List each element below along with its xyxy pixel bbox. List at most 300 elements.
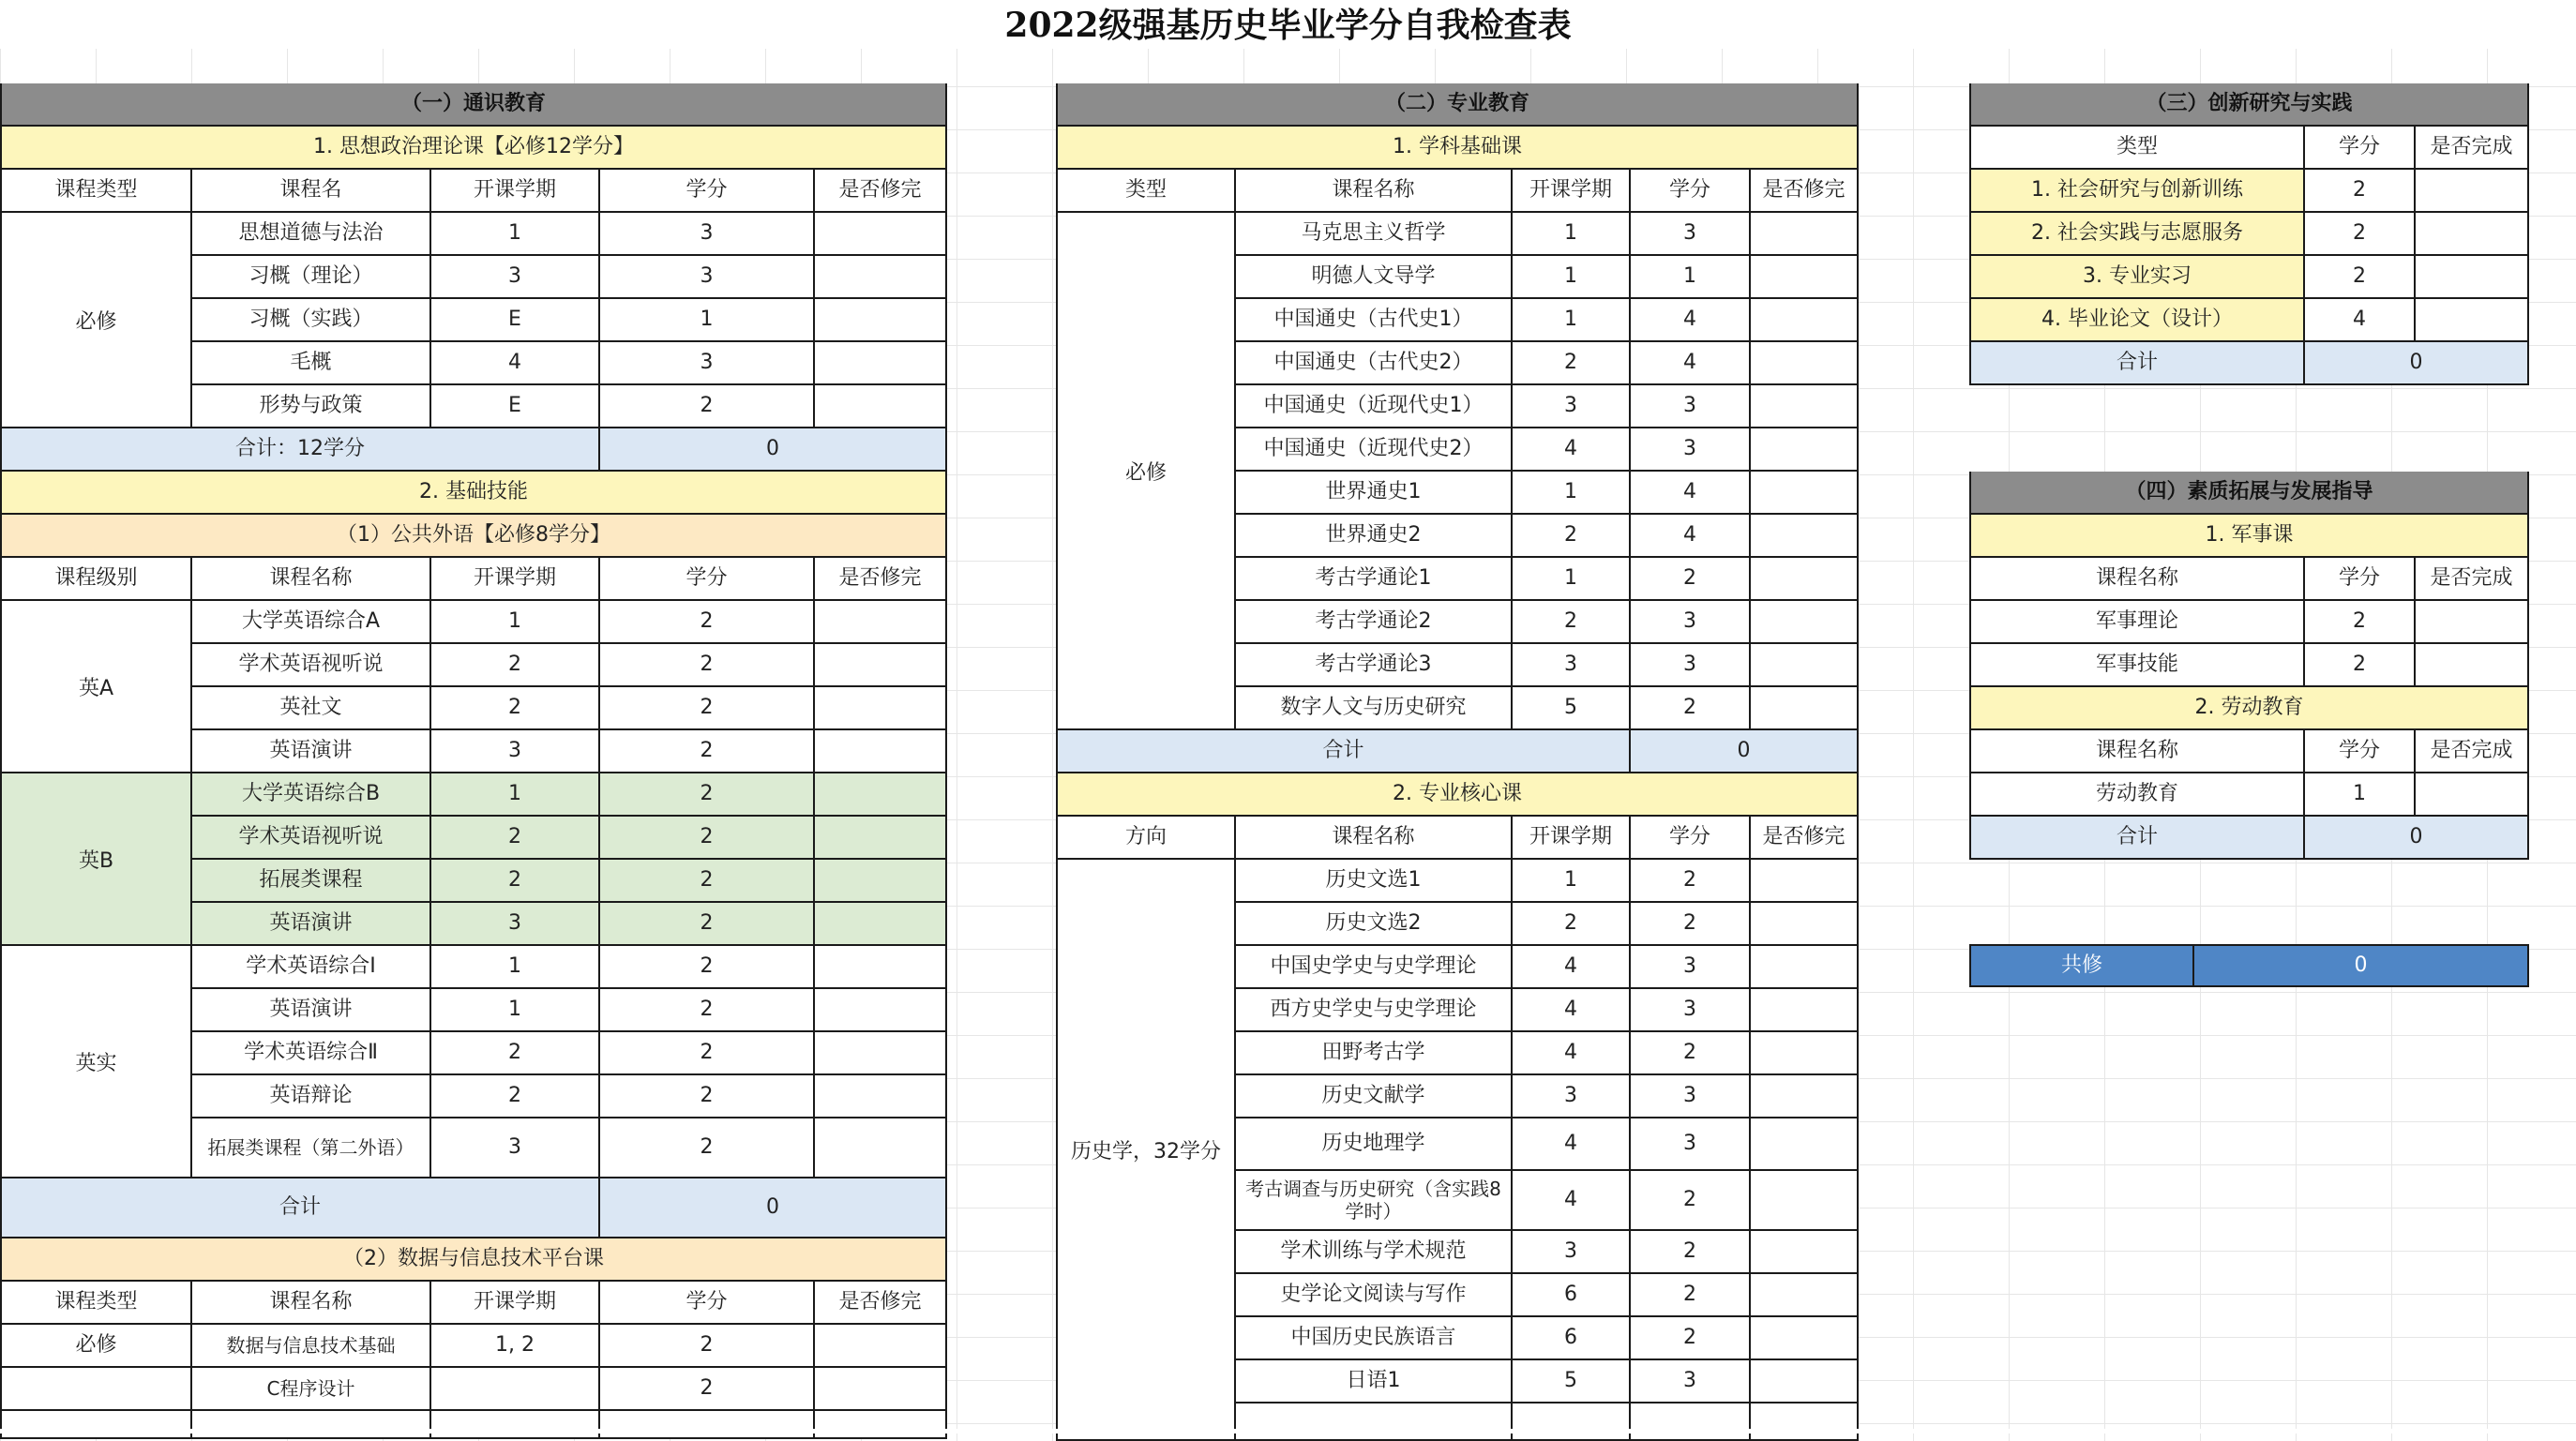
column-header: 课程级别 — [0, 558, 192, 601]
completion-cell[interactable] — [1751, 687, 1859, 730]
table-row — [0, 1368, 947, 1411]
column-header: 课程名称 — [1969, 730, 2305, 773]
table-cell: 1 — [431, 989, 600, 1032]
table-row — [1969, 472, 2529, 515]
table-cell: 考古学通论1 — [1236, 558, 1513, 601]
table-cell: 2 — [600, 903, 815, 946]
table-cell: 中国历史民族语言 — [1236, 1317, 1513, 1360]
column-header: 课程名 — [192, 170, 431, 213]
table-cell: 4 — [2305, 299, 2416, 342]
column-header: 是否修完 — [815, 1282, 947, 1325]
column-header: 课程名称 — [1236, 817, 1513, 860]
table-row — [0, 472, 947, 515]
section-header: （四）素质拓展与发展指导 — [1969, 472, 2529, 515]
table-cell — [815, 1411, 947, 1439]
completion-cell[interactable] — [2416, 644, 2529, 687]
completion-cell[interactable] — [1751, 428, 1859, 472]
completion-cell[interactable] — [1751, 385, 1859, 428]
table-cell: 3 — [1513, 1075, 1631, 1118]
section-general-education — [0, 83, 947, 1439]
completion-cell[interactable] — [1751, 342, 1859, 385]
completion-cell[interactable] — [1751, 256, 1859, 299]
table-cell: E — [431, 385, 600, 428]
group-label: 历史学，32学分 — [1056, 860, 1236, 1441]
table-cell: 考古调查与历史研究（含实践8学时） — [1236, 1171, 1513, 1231]
table-cell: 3 — [1513, 1231, 1631, 1274]
completion-cell[interactable] — [2416, 299, 2529, 342]
table-row — [1969, 213, 2529, 256]
table-cell: 3 — [1631, 428, 1751, 472]
table-cell: 6 — [1513, 1274, 1631, 1317]
table-cell: 2 — [1631, 1231, 1751, 1274]
table-cell: 学术英语视听说 — [192, 644, 431, 687]
table-cell: 3 — [431, 730, 600, 773]
table-cell: 英语演讲 — [192, 730, 431, 773]
table-cell: 英社文 — [192, 687, 431, 730]
table-cell: 2 — [1631, 558, 1751, 601]
completion-cell[interactable] — [815, 860, 947, 903]
subsection-title: 2. 基础技能 — [0, 472, 947, 515]
table-row — [1969, 687, 2529, 730]
column-header: 课程类型 — [0, 170, 192, 213]
section-quality-development — [1969, 472, 2529, 860]
table-row — [1056, 127, 1859, 170]
completion-cell[interactable] — [1751, 213, 1859, 256]
table-cell: 英语辩论 — [192, 1075, 431, 1118]
table-cell: 3 — [1513, 644, 1631, 687]
table-cell: 3. 专业实习 — [1969, 256, 2305, 299]
table-cell: 日语1 — [1236, 1360, 1513, 1403]
completion-cell[interactable] — [2416, 773, 2529, 817]
total-value: 0 — [1631, 730, 1859, 773]
table-cell: 学术英语视听说 — [192, 817, 431, 860]
table-cell: 2 — [1631, 903, 1751, 946]
table-cell: 2 — [600, 644, 815, 687]
completion-cell[interactable] — [1751, 299, 1859, 342]
completion-cell[interactable] — [815, 730, 947, 773]
table-cell: 4. 毕业论文（设计） — [1969, 299, 2305, 342]
table-cell: 3 — [600, 256, 815, 299]
table-cell: 3 — [1631, 1118, 1751, 1171]
table-cell: 2 — [600, 817, 815, 860]
table-cell: 2 — [600, 946, 815, 989]
completion-cell[interactable] — [815, 817, 947, 860]
group-label: 必修 — [1056, 213, 1236, 730]
section-header: （三）创新研究与实践 — [1969, 83, 2529, 127]
column-header: 课程名称 — [192, 1282, 431, 1325]
group-label: 英A — [0, 601, 192, 773]
table-cell: 习概（实践） — [192, 299, 431, 342]
table-cell: 2 — [600, 989, 815, 1032]
table-cell: 英语演讲 — [192, 989, 431, 1032]
completion-cell[interactable] — [815, 1032, 947, 1075]
table-cell: 2 — [600, 730, 815, 773]
table-cell: 3 — [600, 213, 815, 256]
table-cell: 1 — [431, 946, 600, 989]
table-cell: 田野考古学 — [1236, 1032, 1513, 1075]
completion-cell[interactable] — [2416, 213, 2529, 256]
table-cell: 2 — [431, 860, 600, 903]
section-professional-education — [1056, 83, 1859, 1441]
table-cell: 3 — [1631, 946, 1751, 989]
table-row — [0, 515, 947, 558]
table-cell: 1 — [600, 299, 815, 342]
table-row — [1969, 601, 2529, 644]
table-row — [1969, 127, 2529, 170]
total-value: 0 — [600, 428, 947, 472]
table-cell: 2 — [431, 1075, 600, 1118]
column-header: 是否完成 — [2416, 730, 2529, 773]
completion-cell[interactable] — [815, 946, 947, 989]
group-label: 英实 — [0, 946, 192, 1178]
table-cell: 1 — [1513, 213, 1631, 256]
column-header: 类型 — [1056, 170, 1236, 213]
table-cell: 数据与信息技术基础 — [192, 1325, 431, 1368]
table-cell: 1 — [1631, 256, 1751, 299]
subsection-title: 2. 专业核心课 — [1056, 773, 1859, 817]
table-cell: 4 — [1513, 989, 1631, 1032]
table-cell: 劳动教育 — [1969, 773, 2305, 817]
completion-cell[interactable] — [1751, 1032, 1859, 1075]
table-row — [1969, 558, 2529, 601]
table-row — [1969, 817, 2529, 860]
column-header: 是否修完 — [815, 170, 947, 213]
table-cell: 2 — [431, 817, 600, 860]
table-cell: 中国史学史与史学理论 — [1236, 946, 1513, 989]
column-header: 方向 — [1056, 817, 1236, 860]
table-cell: 2 — [1631, 687, 1751, 730]
table-row — [0, 170, 947, 213]
completion-cell[interactable] — [1751, 1360, 1859, 1403]
subsection-title: （2）数据与信息技术平台课 — [0, 1238, 947, 1282]
column-header: 课程名称 — [192, 558, 431, 601]
table-row — [1969, 515, 2529, 558]
grand-total-value: 0 — [2194, 944, 2529, 987]
column-header: 课程名称 — [1969, 558, 2305, 601]
column-header: 学分 — [600, 558, 815, 601]
completion-cell[interactable] — [1751, 946, 1859, 989]
table-cell: 2 — [600, 1118, 815, 1178]
completion-cell[interactable] — [815, 687, 947, 730]
table-cell: 4 — [1513, 428, 1631, 472]
table-cell — [192, 1411, 431, 1439]
table-cell: 2 — [1513, 515, 1631, 558]
table-cell — [1236, 1403, 1513, 1441]
completion-cell[interactable] — [815, 1075, 947, 1118]
completion-cell[interactable] — [815, 773, 947, 817]
completion-cell[interactable] — [2416, 601, 2529, 644]
table-cell: 2 — [600, 1075, 815, 1118]
table-cell: E — [431, 299, 600, 342]
table-cell: 2 — [600, 1368, 815, 1411]
table-cell: 历史文献学 — [1236, 1075, 1513, 1118]
table-cell: 世界通史2 — [1236, 515, 1513, 558]
table-cell: 大学英语综合B — [192, 773, 431, 817]
table-cell: 3 — [1631, 989, 1751, 1032]
table-cell — [1631, 1403, 1751, 1441]
table-cell: 史学论文阅读与写作 — [1236, 1274, 1513, 1317]
table-row — [1056, 83, 1859, 127]
column-header: 开课学期 — [1513, 817, 1631, 860]
table-cell: 4 — [1631, 299, 1751, 342]
table-cell: 4 — [1631, 342, 1751, 385]
completion-cell[interactable] — [1751, 903, 1859, 946]
group-label: 英B — [0, 773, 192, 946]
table-cell — [600, 1411, 815, 1439]
table-cell: 3 — [1631, 644, 1751, 687]
table-cell: 2 — [2305, 601, 2416, 644]
table-cell: 3 — [1631, 385, 1751, 428]
completion-cell[interactable] — [815, 903, 947, 946]
table-cell: 1 — [1513, 860, 1631, 903]
completion-cell[interactable] — [1751, 1075, 1859, 1118]
table-row — [0, 1178, 947, 1238]
table-row — [1056, 773, 1859, 817]
table-cell: 中国通史（近现代史2） — [1236, 428, 1513, 472]
table-cell: 4 — [1631, 472, 1751, 515]
table-cell: 2. 社会实践与志愿服务 — [1969, 213, 2305, 256]
total-label: 合计 — [1969, 342, 2305, 385]
column-header: 学分 — [2305, 730, 2416, 773]
table-row — [1056, 730, 1859, 773]
table-cell: 3 — [431, 1118, 600, 1178]
completion-cell[interactable] — [1751, 601, 1859, 644]
table-cell: 1 — [1513, 256, 1631, 299]
table-cell: 4 — [431, 342, 600, 385]
table-cell: 2 — [1631, 1317, 1751, 1360]
table-cell: 4 — [1513, 1118, 1631, 1171]
section-header: （一）通识教育 — [0, 83, 947, 127]
table-cell: 2 — [1513, 342, 1631, 385]
table-row — [1969, 773, 2529, 817]
completion-cell[interactable] — [815, 989, 947, 1032]
table-cell: 中国通史（近现代史1） — [1236, 385, 1513, 428]
table-cell: 2 — [600, 601, 815, 644]
table-row — [1969, 256, 2529, 299]
table-cell: 3 — [1631, 1360, 1751, 1403]
table-cell: 历史文选2 — [1236, 903, 1513, 946]
column-header: 开课学期 — [431, 1282, 600, 1325]
table-cell: 习概（理论） — [192, 256, 431, 299]
sheet-title: 2022级强基历史毕业学分自我检查表 — [0, 0, 2576, 49]
completion-cell[interactable] — [815, 1118, 947, 1178]
table-cell — [431, 1411, 600, 1439]
table-cell: 2 — [1631, 860, 1751, 903]
completion-cell[interactable] — [1751, 1317, 1859, 1360]
table-cell: 4 — [1513, 946, 1631, 989]
table-cell: 学术英语综合Ⅰ — [192, 946, 431, 989]
column-header: 课程名称 — [1236, 170, 1513, 213]
table-cell: 数字人文与历史研究 — [1236, 687, 1513, 730]
table-row — [0, 558, 947, 601]
table-cell: 1 — [431, 773, 600, 817]
table-cell: 军事技能 — [1969, 644, 2305, 687]
column-header: 学分 — [2305, 558, 2416, 601]
table-cell: 2 — [600, 773, 815, 817]
table-cell: 1 — [431, 601, 600, 644]
completion-cell[interactable] — [1751, 1274, 1859, 1317]
table-row — [1969, 170, 2529, 213]
table-row — [0, 1282, 947, 1325]
table-cell: 1, 2 — [431, 1325, 600, 1368]
subsection-title: 2. 劳动教育 — [1969, 687, 2529, 730]
section-innovation-practice — [1969, 83, 2529, 385]
column-header: 是否修完 — [1751, 170, 1859, 213]
table-cell: 3 — [431, 903, 600, 946]
table-cell: 拓展类课程（第二外语） — [192, 1118, 431, 1178]
table-cell — [431, 1368, 600, 1411]
column-header: 学分 — [1631, 170, 1751, 213]
table-cell: 世界通史1 — [1236, 472, 1513, 515]
table-cell: 4 — [1513, 1171, 1631, 1231]
completion-cell[interactable] — [1751, 1171, 1859, 1231]
table-cell: 明德人文导学 — [1236, 256, 1513, 299]
table-cell: 2 — [1513, 601, 1631, 644]
viewport-bottom-edge — [0, 1429, 2576, 1433]
subsection-title: 1. 军事课 — [1969, 515, 2529, 558]
table-cell: 2 — [1631, 1274, 1751, 1317]
table-cell: 马克思主义哲学 — [1236, 213, 1513, 256]
table-cell: 1. 社会研究与创新训练 — [1969, 170, 2305, 213]
table-cell: 历史地理学 — [1236, 1118, 1513, 1171]
table-cell: 4 — [1631, 515, 1751, 558]
table-row — [0, 83, 947, 127]
section-grand-total — [1969, 944, 2529, 987]
column-header: 学分 — [600, 1282, 815, 1325]
table-cell: 2 — [2305, 644, 2416, 687]
table-row — [1969, 83, 2529, 127]
table-cell: 2 — [2305, 213, 2416, 256]
column-header: 是否修完 — [815, 558, 947, 601]
table-cell — [1513, 1403, 1631, 1441]
column-header: 开课学期 — [1513, 170, 1631, 213]
table-cell: 1 — [2305, 773, 2416, 817]
table-row — [0, 1238, 947, 1282]
table-cell: 1 — [1513, 472, 1631, 515]
table-cell: 学术训练与学术规范 — [1236, 1231, 1513, 1274]
group-label: 必修 — [0, 213, 192, 428]
completion-cell[interactable] — [1751, 860, 1859, 903]
grand-total-label: 共修 — [1969, 944, 2194, 987]
table-cell: 考古学通论3 — [1236, 644, 1513, 687]
table-cell: 2 — [600, 860, 815, 903]
subsection-title: 1. 思想政治理论课【必修12学分】 — [0, 127, 947, 170]
completion-cell[interactable] — [1751, 1118, 1859, 1171]
table-cell: 4 — [1513, 1032, 1631, 1075]
table-cell: 中国通史（古代史1） — [1236, 299, 1513, 342]
table-row — [0, 127, 947, 170]
table-cell: 2 — [431, 1032, 600, 1075]
completion-cell[interactable] — [815, 1325, 947, 1368]
table-row — [0, 428, 947, 472]
table-cell: 历史文选1 — [1236, 860, 1513, 903]
subsection-title: （1）公共外语【必修8学分】 — [0, 515, 947, 558]
table-cell: 考古学通论2 — [1236, 601, 1513, 644]
table-cell: 1 — [1513, 558, 1631, 601]
table-cell: 3 — [1631, 213, 1751, 256]
completion-cell[interactable] — [815, 601, 947, 644]
column-header: 是否完成 — [2416, 558, 2529, 601]
table-cell: 军事理论 — [1969, 601, 2305, 644]
table-row — [1969, 299, 2529, 342]
group-cell — [0, 1368, 192, 1411]
table-cell: 2 — [431, 644, 600, 687]
column-header: 类型 — [1969, 127, 2305, 170]
total-value: 0 — [2305, 342, 2529, 385]
completion-cell[interactable] — [1751, 515, 1859, 558]
completion-cell[interactable] — [815, 644, 947, 687]
column-header: 是否完成 — [2416, 127, 2529, 170]
total-value: 0 — [600, 1178, 947, 1238]
group-cell: 必修 — [0, 1325, 192, 1368]
table-cell: C程序设计 — [192, 1368, 431, 1411]
table-row — [0, 1325, 947, 1368]
table-cell: 2 — [1631, 1032, 1751, 1075]
table-cell: 2 — [431, 687, 600, 730]
total-label: 合计 — [1056, 730, 1631, 773]
table-cell: 3 — [1631, 601, 1751, 644]
table-cell: 5 — [1513, 1360, 1631, 1403]
table-cell: 2 — [600, 687, 815, 730]
table-cell: 6 — [1513, 1317, 1631, 1360]
table-cell: 学术英语综合Ⅱ — [192, 1032, 431, 1075]
column-header: 学分 — [1631, 817, 1751, 860]
subsection-title: 1. 学科基础课 — [1056, 127, 1859, 170]
table-cell: 思想道德与法治 — [192, 213, 431, 256]
completion-cell[interactable] — [1751, 558, 1859, 601]
table-cell: 英语演讲 — [192, 903, 431, 946]
table-cell: 2 — [2305, 256, 2416, 299]
completion-cell[interactable] — [1751, 1231, 1859, 1274]
table-cell — [1751, 1403, 1859, 1441]
table-cell: 2 — [1513, 903, 1631, 946]
table-cell: 3 — [600, 342, 815, 385]
table-row — [1969, 730, 2529, 773]
table-cell: 2 — [600, 385, 815, 428]
total-label: 合计：12学分 — [0, 428, 600, 472]
completion-cell[interactable] — [815, 299, 947, 342]
completion-cell[interactable] — [815, 385, 947, 428]
table-row — [1969, 944, 2529, 987]
total-value: 0 — [2305, 817, 2529, 860]
column-header: 课程类型 — [0, 1282, 192, 1325]
completion-cell[interactable] — [815, 342, 947, 385]
completion-cell[interactable] — [1751, 989, 1859, 1032]
table-cell: 2 — [1631, 1171, 1751, 1231]
table-row — [1969, 342, 2529, 385]
column-header: 学分 — [600, 170, 815, 213]
completion-cell[interactable] — [2416, 170, 2529, 213]
column-header: 开课学期 — [431, 170, 600, 213]
completion-cell[interactable] — [2416, 256, 2529, 299]
table-row — [1969, 644, 2529, 687]
column-header: 开课学期 — [431, 558, 600, 601]
table-cell: 拓展类课程 — [192, 860, 431, 903]
table-cell: 形势与政策 — [192, 385, 431, 428]
completion-cell[interactable] — [1751, 644, 1859, 687]
completion-cell[interactable] — [815, 256, 947, 299]
table-row — [1056, 817, 1859, 860]
completion-cell[interactable] — [815, 213, 947, 256]
table-cell: 2 — [2305, 170, 2416, 213]
table-cell: 大学英语综合A — [192, 601, 431, 644]
column-header: 是否修完 — [1751, 817, 1859, 860]
completion-cell[interactable] — [815, 1368, 947, 1411]
table-cell: 3 — [431, 256, 600, 299]
total-label: 合计 — [0, 1178, 600, 1238]
table-cell: 1 — [1513, 299, 1631, 342]
completion-cell[interactable] — [1751, 472, 1859, 515]
